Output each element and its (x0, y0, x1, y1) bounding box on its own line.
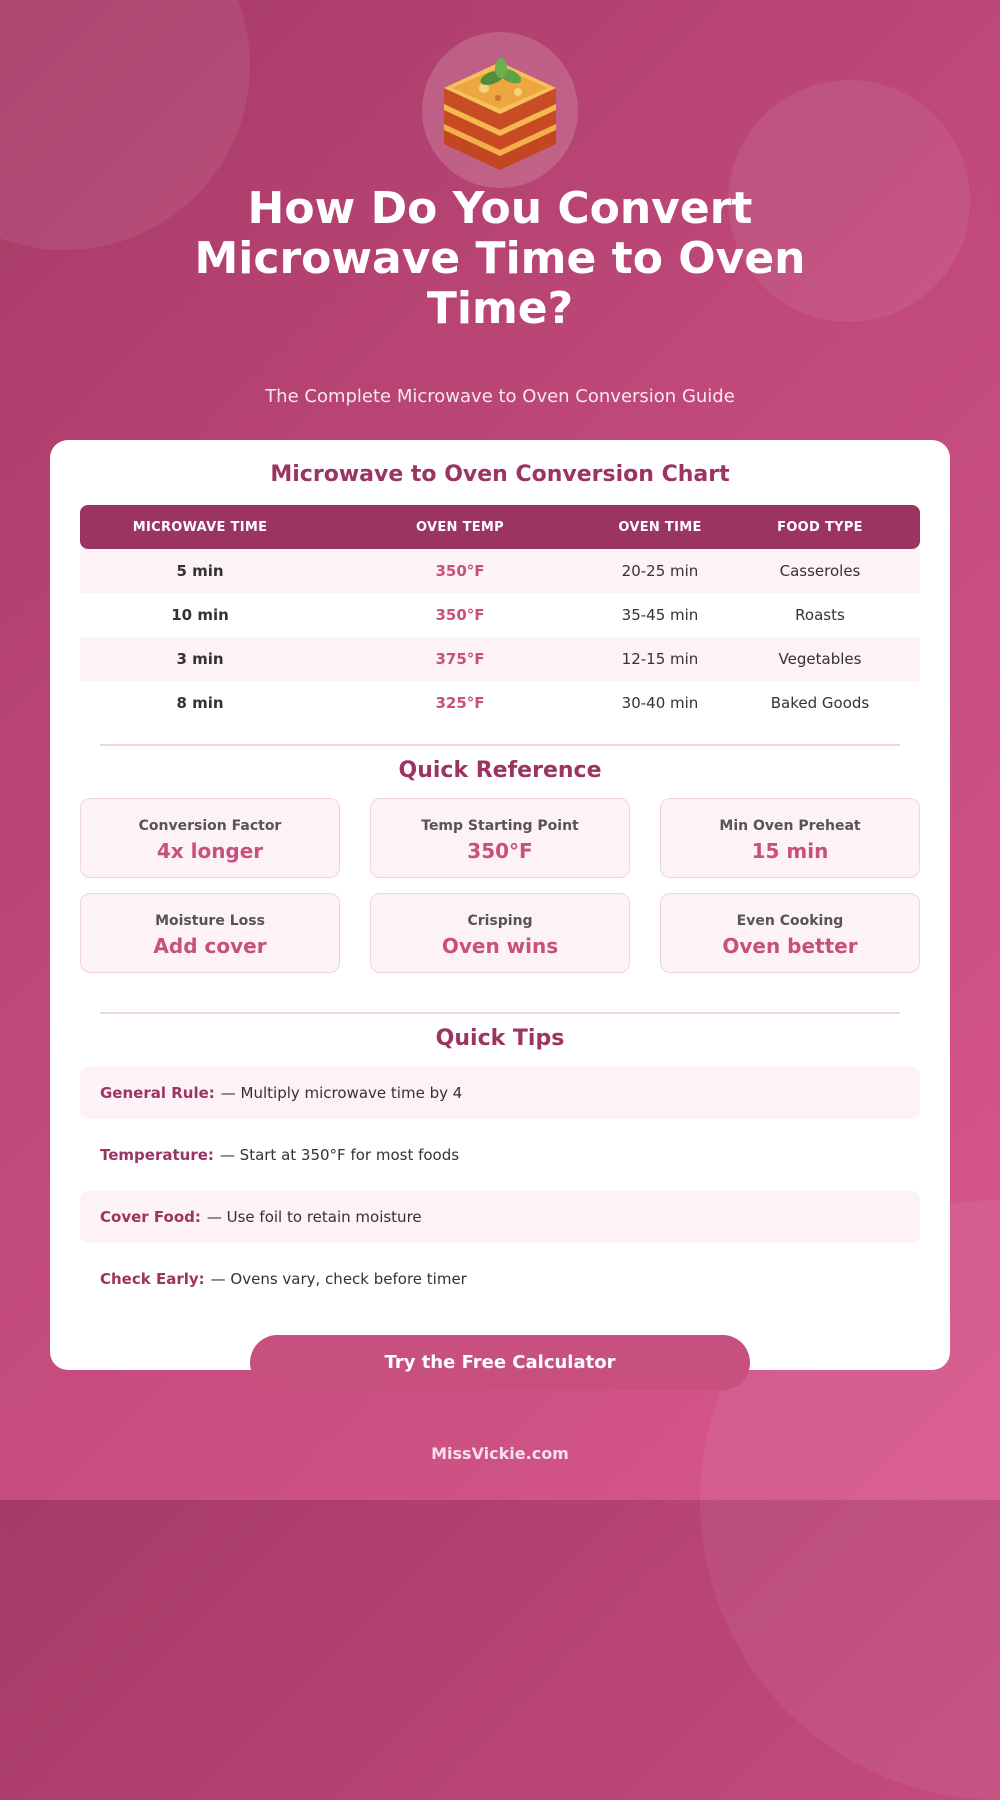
list-item (80, 1253, 920, 1305)
content-card (50, 440, 950, 1370)
food-type-cell: Casseroles (779, 562, 861, 580)
reference-tile (370, 893, 630, 973)
tip-text: — Multiply microwave time by 4 (220, 1084, 463, 1102)
oven-time-cell: 12-15 min (621, 650, 699, 668)
section-divider (100, 744, 900, 746)
section-divider (100, 1012, 900, 1014)
tip-text: — Start at 350°F for most foods (219, 1146, 460, 1164)
try-calculator-button[interactable]: Try the Free Calculator (250, 1335, 750, 1390)
table-row (80, 593, 920, 637)
microwave-time-cell: 5 min (176, 562, 224, 580)
page-title: How Do You Convert Microwave Time to Oven Time? (194, 183, 806, 334)
list-item (80, 1129, 920, 1181)
tip-text: — Ovens vary, check before timer (210, 1270, 467, 1288)
footer-site-link[interactable]: MissVickie.com (431, 1444, 569, 1463)
column-header: MICROWAVE TIME (132, 519, 268, 535)
column-header: OVEN TIME (618, 519, 702, 535)
reference-value: 350°F (467, 839, 533, 863)
conversion-chart-title: Microwave to Oven Conversion Chart (270, 462, 730, 487)
reference-label: Crisping (467, 913, 533, 929)
microwave-time-cell: 3 min (176, 650, 224, 668)
food-type-cell: Vegetables (778, 650, 862, 668)
reference-tile (660, 893, 920, 973)
reference-tile (370, 798, 630, 878)
reference-value: Oven better (722, 934, 858, 958)
food-type-cell: Baked Goods (770, 694, 870, 712)
list-item (80, 1067, 920, 1119)
oven-time-cell: 30-40 min (621, 694, 699, 712)
quick-tips-title: Quick Tips (435, 1026, 565, 1051)
page-subtitle: The Complete Microwave to Oven Conversion Guide (265, 386, 735, 407)
reference-tile (80, 893, 340, 973)
oven-temp-cell: 375°F (435, 650, 485, 668)
microwave-time-cell: 10 min (171, 606, 229, 624)
tip-lead: Check Early: (100, 1270, 205, 1288)
reference-tile (80, 798, 340, 878)
tip-lead: Cover Food: (100, 1208, 201, 1226)
column-header: OVEN TEMP (416, 519, 504, 535)
reference-value: 15 min (751, 839, 829, 863)
reference-label: Conversion Factor (138, 818, 282, 834)
column-header: FOOD TYPE (777, 519, 863, 535)
reference-value: Oven wins (441, 934, 559, 958)
reference-label: Temp Starting Point (421, 818, 579, 834)
microwave-time-cell: 8 min (176, 694, 224, 712)
reference-value: 4x longer (156, 839, 264, 863)
oven-temp-cell: 325°F (435, 694, 485, 712)
conversion-table (80, 505, 920, 725)
table-header (80, 505, 920, 549)
table-row (80, 549, 920, 593)
oven-temp-cell: 350°F (435, 562, 485, 580)
reference-label: Even Cooking (736, 913, 844, 929)
lasagna-icon (422, 32, 578, 188)
tip-lead: Temperature: (100, 1146, 214, 1164)
oven-temp-cell: 350°F (435, 606, 485, 624)
list-item (80, 1191, 920, 1243)
oven-time-cell: 20-25 min (621, 562, 699, 580)
food-type-cell: Roasts (795, 606, 845, 624)
reference-tile (660, 798, 920, 878)
quick-reference-title: Quick Reference (398, 758, 602, 783)
table-row (80, 681, 920, 725)
reference-label: Moisture Loss (155, 913, 265, 929)
reference-label: Min Oven Preheat (719, 818, 861, 834)
tip-lead: General Rule: (100, 1084, 215, 1102)
oven-time-cell: 35-45 min (621, 606, 699, 624)
reference-value: Add cover (153, 934, 267, 958)
table-row (80, 637, 920, 681)
tip-text: — Use foil to retain moisture (206, 1208, 422, 1226)
